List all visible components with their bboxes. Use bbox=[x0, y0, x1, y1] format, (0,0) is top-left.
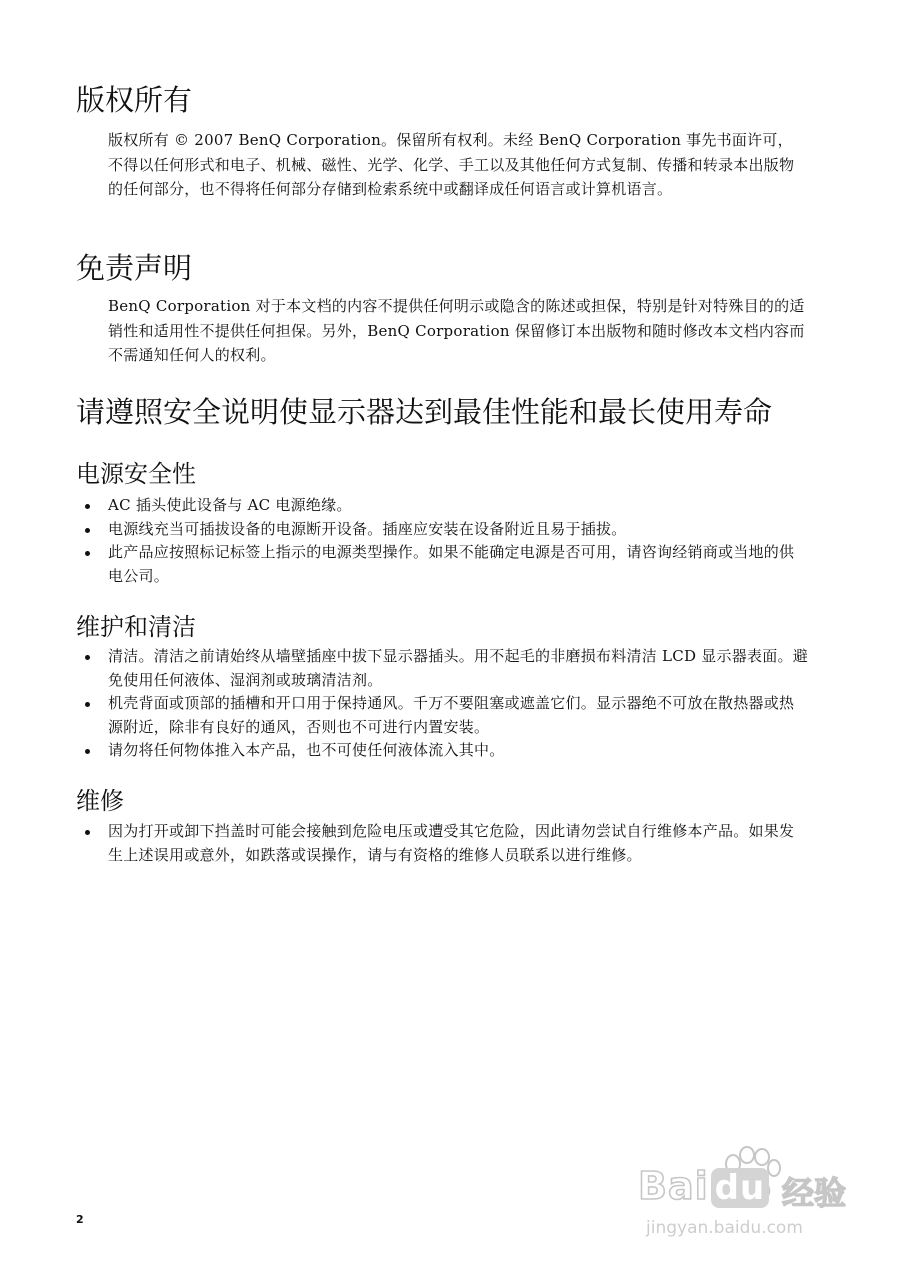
list-item bbox=[108, 518, 808, 542]
baidu-watermark bbox=[632, 1138, 872, 1250]
list-item-text: 因为打开或卸下挡盖时可能会接触到危险电压或遭受其它危险，因此请勿尝试自行维修本产品。如果发生上述误用或意外，如跌落或误操作，请与有资格的维修人员联系以进行维修。 bbox=[108, 822, 795, 864]
maintenance-heading: 维护和清洁 bbox=[76, 613, 196, 641]
safety-heading: 请遵照安全说明使显示器达到最佳性能和最长使用寿命 bbox=[76, 395, 773, 429]
bullet-icon bbox=[85, 655, 90, 660]
list-item bbox=[108, 739, 808, 763]
bullet-icon bbox=[85, 504, 90, 509]
copyright-heading: 版权所有 bbox=[76, 83, 193, 117]
list-item bbox=[108, 692, 808, 739]
bullet-icon bbox=[85, 830, 90, 835]
list-item-text: 请勿将任何物体推入本产品，也不可使任何液体流入其中。 bbox=[108, 741, 505, 759]
page-number: 2 bbox=[76, 1213, 84, 1226]
list-item-text: 此产品应按照标记标签上指示的电源类型操作。如果不能确定电源是否可用，请咨询经销商或当地的供电公司。 bbox=[108, 543, 795, 585]
bullet-icon bbox=[85, 551, 90, 556]
watermark-brand-du: du bbox=[711, 1168, 770, 1208]
list-item-text: 清洁。清洁之前请始终从墙壁插座中拔下显示器插头。用不起毛的非磨损布料清洁 LCD 显示器表面。避免使用任何液体、湿润剂或玻璃清洁剂。 bbox=[108, 647, 809, 689]
watermark-brand-suffix: 经验 bbox=[782, 1174, 847, 1212]
power-safety-list bbox=[108, 494, 808, 588]
list-item-text: 机壳背面或顶部的插槽和开口用于保持通风。千万不要阻塞或遮盖它们。显示器绝不可放在散热器或热源附近，除非有良好的通风，否则也不可进行内置安装。 bbox=[108, 694, 795, 736]
bullet-icon bbox=[85, 702, 90, 707]
copyright-paragraph: 版权所有 © 2007 BenQ Corporation。保留所有权利。未经 BenQ Corporation 事先书面许可，不得以任何形式和电子、机械、磁性、光学、化学、手工以及其他任何方式复制、传播和转录本出版物的任何部分，也不得将任何部分存储到检索系统中或翻译成任何语言或计算机语言。 bbox=[108, 131, 795, 198]
disclaimer-paragraph: BenQ Corporation 对于本文档的内容不提供任何明示或隐含的陈述或担保，特别是针对特殊目的的适销性和适用性不提供任何担保。另外，BenQ Corporation 保留修订本出版物和随时修改本文档内容而不需通知任何人的权利。 bbox=[108, 297, 805, 364]
list-item bbox=[108, 820, 808, 867]
repair-heading: 维修 bbox=[76, 787, 124, 815]
maintenance-list bbox=[108, 645, 808, 763]
list-item-text: AC 插头使此设备与 AC 电源绝缘。 bbox=[108, 496, 352, 514]
bullet-icon bbox=[85, 749, 90, 754]
repair-list bbox=[108, 820, 808, 867]
watermark-brand bbox=[638, 1164, 769, 1208]
power-safety-heading: 电源安全性 bbox=[76, 460, 196, 488]
disclaimer-heading: 免责声明 bbox=[76, 251, 193, 285]
watermark-url: jingyan.baidu.com bbox=[646, 1218, 803, 1238]
list-item bbox=[108, 541, 808, 588]
list-item bbox=[108, 494, 808, 518]
list-item bbox=[108, 645, 808, 692]
watermark-brand-prefix: Bai bbox=[638, 1164, 709, 1208]
bullet-icon bbox=[85, 528, 90, 533]
list-item-text: 电源线充当可插拔设备的电源断开设备。插座应安装在设备附近且易于插拔。 bbox=[108, 519, 627, 538]
